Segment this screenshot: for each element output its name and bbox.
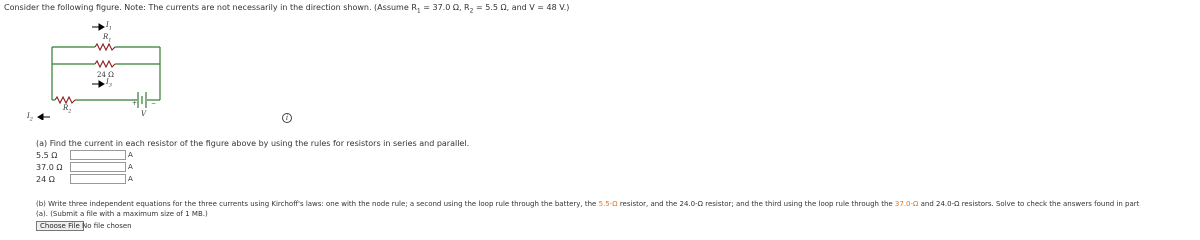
- row-label-24: 24 Ω: [36, 175, 55, 184]
- arrow-i3-icon: [99, 81, 104, 87]
- label-plus: +: [132, 100, 138, 107]
- resistor-r2: [55, 97, 75, 103]
- question-text: Consider the following figure. Note: The currents are not necessarily in the direction shown. (Assume $R_1 = 37.0$ Ω, $R_2 = 5.5$ Ω, and V = 48 V.): [4, 3, 570, 15]
- resistor-r1: [95, 44, 115, 50]
- label-r-mid: 24 Ω: [97, 71, 114, 79]
- highlight-37: 37.0-Ω: [894, 200, 919, 208]
- answer-input-24[interactable]: [70, 174, 126, 184]
- label-r1: $R_1$: [103, 33, 112, 44]
- label-i1: $I_1$: [106, 21, 112, 32]
- no-file-status: No file chosen: [82, 222, 132, 230]
- unit-24: A: [128, 175, 133, 183]
- arrow-i1-icon: [99, 24, 104, 30]
- label-minus: −: [151, 100, 157, 107]
- info-icon[interactable]: i: [282, 113, 292, 123]
- circuit-figure: [20, 20, 170, 123]
- row-label-37: 37.0 Ω: [36, 163, 63, 172]
- row-label-5-5: 5.5 Ω: [36, 151, 58, 160]
- choose-file-button[interactable]: Choose File: [36, 221, 84, 231]
- label-i2: $I_2$: [27, 112, 33, 123]
- highlight-5-5: 5.5-Ω: [598, 200, 618, 208]
- label-i3: $I_3$: [106, 78, 112, 89]
- part-b-prompt: (b) Write three independent equations for the three currents using Kirchoff's laws: one with the node rule; a second using the loop rule through the battery, the 5.5-Ω resistor, and the 24.0-Ω resistor; and the third using the loop rule through the 37.0-Ω and 24.0-Ω resistors. Solve to check the answers found in part: [36, 200, 1140, 208]
- arrow-i2-icon: [38, 114, 43, 120]
- part-b-submit-note: (a). (Submit a file with a maximum size of 1 MB.): [36, 210, 208, 218]
- answer-input-37[interactable]: [70, 162, 126, 172]
- label-r2: $R_2$: [63, 104, 72, 115]
- label-v: V: [141, 110, 147, 118]
- unit-37: A: [128, 163, 133, 171]
- unit-5-5: A: [128, 151, 133, 159]
- resistor-24: [95, 61, 115, 67]
- part-a-prompt: (a) Find the current in each resistor of the figure above by using the rules for resistors in series and parallel.: [36, 139, 470, 148]
- answer-input-5-5[interactable]: [70, 150, 126, 160]
